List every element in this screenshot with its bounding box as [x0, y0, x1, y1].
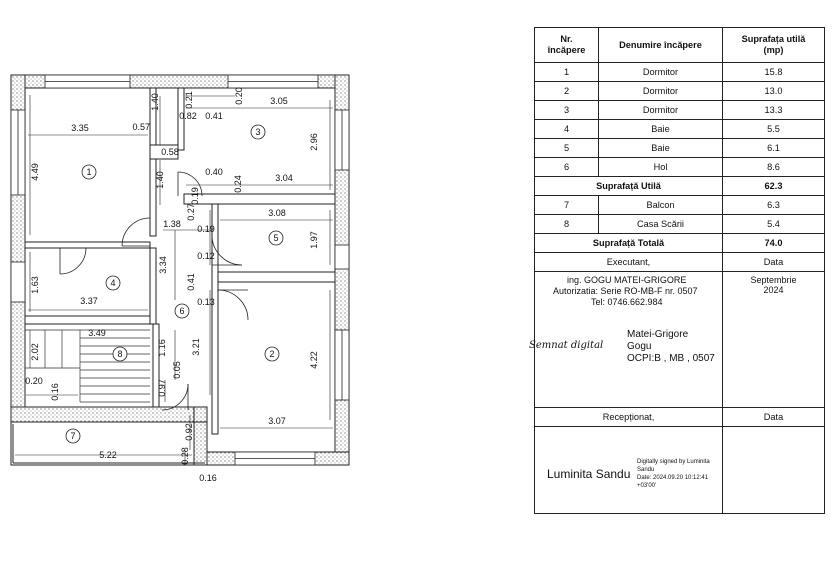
table-row	[535, 101, 825, 120]
cell-nr: 4	[535, 120, 599, 139]
dim-label: 1.38	[163, 219, 181, 229]
table-row	[535, 158, 825, 177]
signature-name-2: Gogu	[627, 341, 652, 352]
cell-nr: 1	[535, 63, 599, 82]
cell-area: 5.4	[723, 215, 825, 234]
data-label-2: Data	[723, 408, 825, 427]
dim-label: 0.41	[205, 111, 223, 121]
dim-label: 3.35	[71, 123, 89, 133]
receiver-row	[535, 427, 825, 514]
cell-area: 6.3	[723, 196, 825, 215]
receptionat-header-row	[535, 408, 825, 427]
executant-phone: Tel: 0746.662.984	[591, 297, 663, 307]
dim-label: 0.12	[197, 251, 215, 261]
table-header-row	[535, 28, 825, 63]
util-area-row	[535, 177, 825, 196]
dim-label: 1.97	[309, 231, 319, 249]
dim-label: 3.21	[191, 338, 201, 356]
dim-label: 0.27	[186, 203, 196, 221]
room-7-label: 7	[70, 431, 76, 441]
sig-line: Digitally signed by Luminita	[637, 459, 710, 465]
dim-label: 1.16	[157, 339, 167, 357]
room-3-label: 3	[255, 127, 261, 137]
dim-label: 3.07	[268, 416, 286, 426]
dim-label: 0.16	[199, 473, 217, 483]
dim-label: 1.40	[155, 171, 165, 189]
dim-label: 0.92	[184, 423, 194, 441]
data-label: Data	[723, 253, 825, 272]
cell-nr: 2	[535, 82, 599, 101]
dim-label: 3.04	[275, 173, 293, 183]
util-area-value: 62.3	[723, 177, 825, 196]
table-row	[535, 139, 825, 158]
dim-label: 0.21	[184, 91, 194, 109]
executant-label: Executant,	[535, 253, 723, 272]
cell-area: 8.6	[723, 158, 825, 177]
sig-line: +03'00'	[637, 483, 657, 489]
dim-label: 3.34	[158, 256, 168, 274]
dim-label: 2.96	[309, 133, 319, 151]
dim-label: 0.20	[25, 376, 43, 386]
dim-label: 0.28	[180, 447, 190, 465]
dimension-labels	[25, 87, 319, 483]
receptionat-label: Recepționat,	[535, 408, 723, 427]
receiver-date-cell	[723, 427, 825, 514]
date-year: 2024	[763, 285, 784, 295]
dim-label: 1.63	[30, 276, 40, 294]
receiver-name: Luminita Sandu	[547, 467, 631, 481]
col-header-nr: Nr. încăpere	[535, 28, 599, 63]
cell-name: Dormitor	[599, 101, 723, 120]
room-5-label: 5	[273, 233, 279, 243]
room-2-label: 2	[269, 349, 275, 359]
dim-label: 2.02	[30, 343, 40, 361]
cell-name: Balcon	[599, 196, 723, 215]
table-row	[535, 196, 825, 215]
executant-date-cell	[723, 272, 825, 408]
sig-line: Sandu	[637, 467, 655, 473]
room-4-label: 4	[110, 278, 116, 288]
cell-name: Dormitor	[599, 63, 723, 82]
table-row	[535, 215, 825, 234]
dim-label: 0.19	[197, 224, 215, 234]
total-area-row	[535, 234, 825, 253]
cell-name: Dormitor	[599, 82, 723, 101]
dim-label: 0.19	[190, 187, 200, 205]
col-header-name: Denumire încăpere	[599, 28, 723, 63]
cell-nr: 8	[535, 215, 599, 234]
signature-ocpi: OCPI:B , MB , 0507	[627, 353, 715, 364]
digital-signature-script: Semnat digital	[529, 340, 604, 351]
table-row	[535, 63, 825, 82]
receiver-digital-signature	[637, 458, 710, 490]
dim-label: 0.13	[197, 297, 215, 307]
dim-label: 0.24	[233, 175, 243, 193]
executant-cell	[529, 272, 723, 408]
cell-nr: 3	[535, 101, 599, 120]
dim-label: 3.37	[80, 296, 98, 306]
cell-nr: 5	[535, 139, 599, 158]
cell-area: 13.0	[723, 82, 825, 101]
dim-label: 4.22	[309, 351, 319, 369]
room-8-label: 8	[117, 349, 123, 359]
dim-label: 1.40	[150, 93, 160, 111]
dim-label: 0.82	[179, 111, 197, 121]
dim-label: 5.22	[99, 450, 117, 460]
cell-name: Casa Scării	[599, 215, 723, 234]
receiver-signature-cell	[535, 427, 723, 514]
signature-name-1: Matei-Grigore	[627, 329, 689, 340]
cell-area: 13.3	[723, 101, 825, 120]
table-row	[535, 82, 825, 101]
date-month: Septembrie	[750, 275, 797, 285]
col-header-area: Suprafața utilă (mp)	[723, 28, 825, 63]
dim-label: 0.16	[50, 383, 60, 401]
interior-walls	[25, 88, 335, 434]
executant-header-row	[535, 253, 825, 272]
cell-name: Baie	[599, 139, 723, 158]
dim-label: 0.58	[161, 147, 179, 157]
dim-label: 0.41	[186, 273, 196, 291]
room-6-label: 6	[179, 306, 185, 316]
cell-area: 15.8	[723, 63, 825, 82]
staircase	[25, 330, 150, 402]
table-row	[535, 120, 825, 139]
cell-nr: 6	[535, 158, 599, 177]
dim-label: 0.05	[172, 361, 182, 379]
executant-authorization: Autorizatia: Serie RO-MB-F nr. 0507	[553, 286, 698, 296]
area-table	[529, 27, 825, 514]
executant-name: ing. GOGU MATEI-GRIGORE	[567, 275, 687, 285]
cell-nr: 7	[535, 196, 599, 215]
executant-row	[535, 272, 825, 408]
dim-label: 0.97	[157, 379, 167, 397]
dim-label: 0.57	[132, 122, 150, 132]
total-area-label: Suprafață Totală	[535, 234, 723, 253]
dim-label: 3.05	[270, 96, 288, 106]
cell-name: Hol	[599, 158, 723, 177]
dim-label: 0.20	[234, 87, 244, 105]
cell-area: 6.1	[723, 139, 825, 158]
sig-line: Date: 2024.09.20 10:12:41	[637, 475, 709, 481]
util-area-label: Suprafață Utilă	[535, 177, 723, 196]
cell-name: Baie	[599, 120, 723, 139]
dim-label: 0.40	[205, 167, 223, 177]
dim-label: 4.49	[30, 163, 40, 181]
dim-label: 3.49	[88, 328, 106, 338]
total-area-value: 74.0	[723, 234, 825, 253]
room-markers	[66, 125, 283, 443]
cell-area: 5.5	[723, 120, 825, 139]
room-1-label: 1	[86, 167, 92, 177]
dim-label: 3.08	[268, 208, 286, 218]
